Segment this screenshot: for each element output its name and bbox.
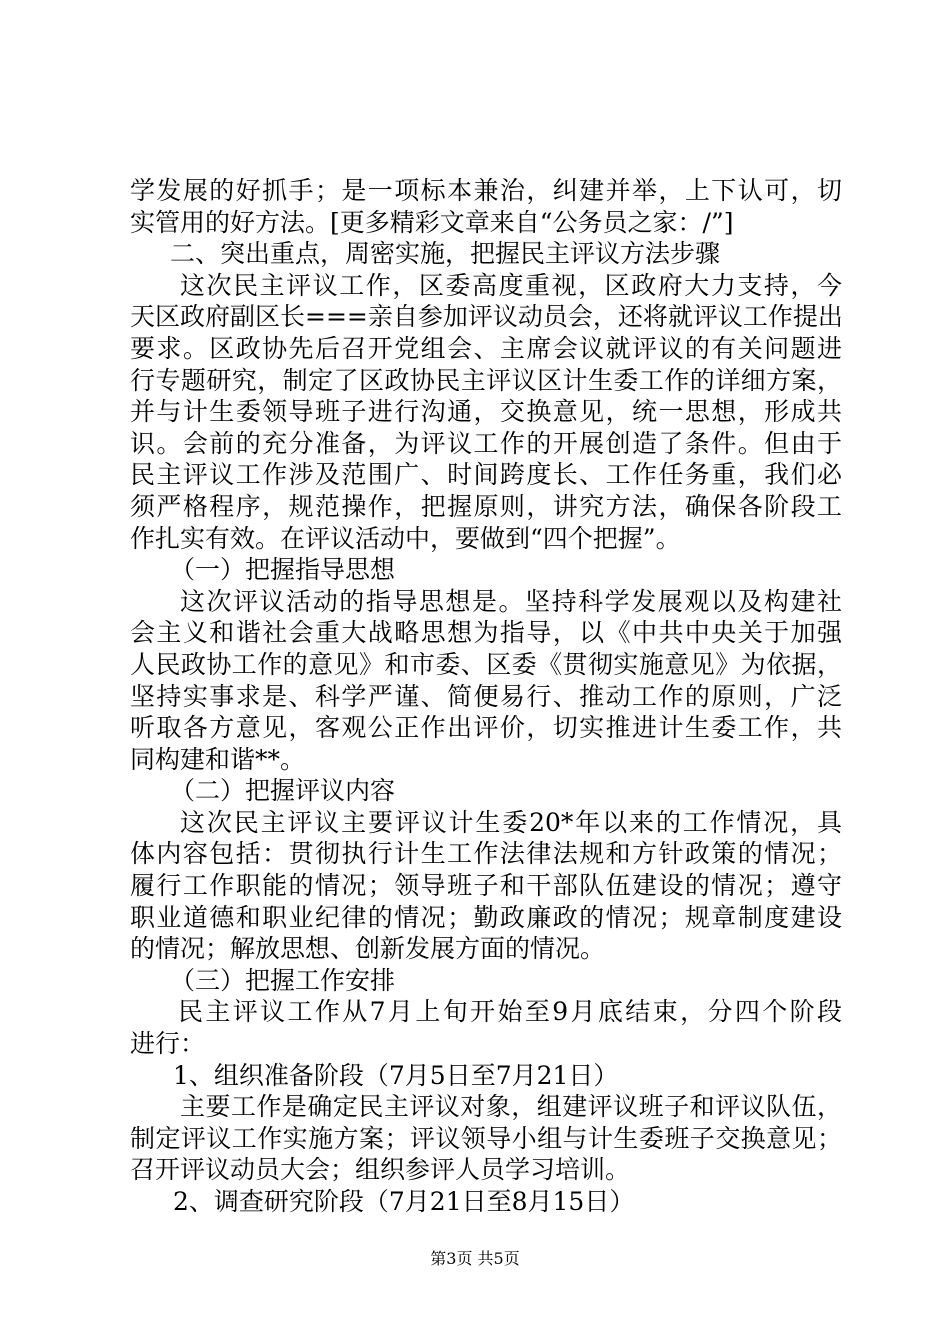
text-line: 作扎实有效。在评议活动中，要做到“四个把握”。 [130,523,681,553]
text-line: 这次民主评议主要评议计生委20*年以来的工作情况，具 [180,807,842,837]
text-line: （一）把握指导思想 [170,555,396,585]
text-line: 履行工作职能的情况；领导班子和干部队伍建设的情况；遵守 [130,871,842,901]
text-line: 二、突出重点，周密实施，把握民主评议方法步骤 [170,239,721,269]
page-footer: 第3页 共5页 [430,1249,520,1268]
text-line: （二）把握评议内容 [170,776,396,806]
text-line: 职业道德和职业纪律的情况；勤政廉政的情况；规章制度建设 [130,902,842,932]
text-line: 行专题研究，制定了区政协民主评议区计生委工作的详细方案， [130,365,842,395]
text-line: 进行： [130,1029,206,1059]
text-line: 民主评议工作涉及范围广、时间跨度长、工作任务重，我们必 [130,460,842,490]
text-line: 听取各方意见，客观公正作出评价，切实推进计生委工作，共 [130,713,842,743]
text-line: 要求。区政协先后召开党组会、主席会议就评议的有关问题进 [130,333,842,363]
text-line: 主要工作是确定民主评议对象，组建评议班子和评议队伍， [180,1092,842,1122]
text-line: 这次民主评议工作，区委高度重视，区政府大力支持，今 [180,270,842,300]
text-line: 1、组织准备阶段（7月5日至7月21日） [173,1060,619,1090]
text-line: （三）把握工作安排 [170,965,396,995]
document-body [130,175,842,1218]
text-line: 这次评议活动的指导思想是。坚持科学发展观以及构建社 [180,586,842,616]
text-line: 学发展的好抓手；是一项标本兼治，纠建并举，上下认可，切 [130,176,842,205]
text-line: 人民政协工作的意见》和市委、区委《贯彻实施意见》为依据， [130,649,842,679]
text-line: 天区政府副区长===亲自参加评议动员会，还将就评议工作提出 [130,302,843,332]
text-line: 民主评议工作从7月上旬开始至9月底结束，分四个阶段 [178,997,842,1027]
text-line: 制定评议工作实施方案；评议领导小组与计生委班子交换意见； [130,1123,842,1153]
text-line: 须严格程序，规范操作，把握原则，讲究方法，确保各阶段工 [130,491,842,521]
text-line: 会主义和谐社会重大战略思想为指导，以《中共中央关于加强 [130,618,842,648]
text-line: 召开评议动员大会；组织参评人员学习培训。 [130,1155,631,1185]
text-line: 实管用的好方法。[更多精彩文章来自“公务员之家：/”] [130,207,734,237]
text-line: 体内容包括：贯彻执行计生工作法律法规和方针政策的情况； [130,839,842,869]
text-line: 同构建和谐**。 [130,744,306,774]
text-line: 并与计生委领导班子进行沟通，交换意见，统一思想，形成共 [130,397,842,427]
text-line: 坚持实事求是、科学严谨、简便易行、推动工作的原则，广泛 [130,681,842,711]
text-line: 2、调查研究阶段（7月21日至8月15日） [173,1187,635,1216]
text-line: 的情况；解放思想、创新发展方面的情况。 [130,934,606,964]
text-line: 识。会前的充分准备，为评议工作的开展创造了条件。但由于 [130,428,842,458]
